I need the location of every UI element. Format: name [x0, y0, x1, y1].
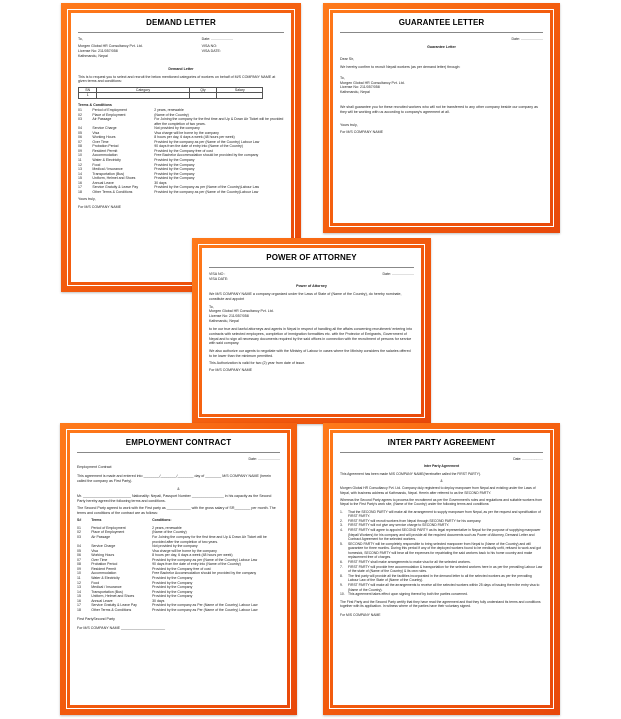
power-paragraph-1: We M/S COMPANY NAME a company organized under the Laws of State of (Name of the Country), do hereby nominate, constitute and appoint — [209, 292, 402, 302]
table-cell: 01 — [77, 525, 81, 530]
table-cell: 06 — [78, 135, 82, 140]
table-cell: Working Hours — [92, 135, 116, 140]
table-cell: Place of Employment — [92, 112, 126, 117]
table-cell: 11 — [77, 575, 81, 580]
table-cell: Service Charge — [91, 544, 116, 549]
table-cell: 08 — [78, 144, 82, 149]
table-cell: Water & Electricity — [92, 158, 121, 162]
table-cell: For Joining the company for the first time and Up & Down Air Ticket will be provided after the completion of two years. — [154, 117, 284, 126]
list-item-number: 7. — [340, 564, 343, 569]
table-cell: 02 — [78, 112, 82, 117]
table-cell: 06 — [77, 553, 81, 558]
table-header: SN — [79, 87, 97, 93]
list-item-text: The first party will provide all the facilities incorporated in the demand letter to all the selected workers as per the prevailing Labour Law of the State of (Name of the Country). — [348, 573, 532, 583]
table-cell: Provided by the Company — [152, 575, 193, 580]
list-item-number: 3. — [340, 523, 343, 528]
table-cell: Accommodation — [91, 571, 117, 576]
table-cell: Working Hours — [91, 553, 115, 558]
address-line: License No: 211/057/058 — [340, 85, 380, 90]
list-item-text: This agreement takes effect upon signing thereof by both the parties concerned. — [348, 592, 469, 597]
terms-heading: Terms & Conditions — [78, 103, 112, 108]
list-item — [340, 565, 543, 574]
table-cell: 13 — [78, 167, 82, 172]
agreement-paragraph-4: The First Party and the Second Party certify that they have read the agreement and that they fully understand its terms and conditions together with its application. In witness where of the parties have their voluntary signed. — [340, 599, 541, 609]
signoff: For M/S COMPANY NAME ______________________ — [77, 626, 165, 631]
power-of-attorney-page — [202, 248, 421, 414]
signoff: For M/S COMPANY NAME — [340, 130, 383, 135]
table-cell: Other Terms & Conditions — [91, 607, 132, 612]
table-cell: 8 hours per day, 6 days a week (48 hours per week) — [154, 135, 235, 140]
visa-date: VISA DATE: — [201, 48, 221, 53]
table-cell: Provided by the company as per (Name of the Country) Labour Law — [152, 557, 258, 562]
table-cell — [97, 93, 189, 99]
table-cell: 02 — [77, 530, 81, 535]
table-cell: 1 — [79, 93, 97, 99]
table-cell: 12 — [78, 162, 82, 167]
guarantee-letter-page — [333, 13, 550, 223]
table-cell: Water & Electricity — [91, 575, 120, 580]
table-cell: Accommodation — [92, 153, 118, 158]
table-cell: 18 — [77, 607, 81, 612]
list-item — [340, 592, 543, 597]
table-cell: Probation Period — [91, 562, 118, 567]
table-cell: 10 — [77, 571, 81, 576]
table-cell: Resident Permit — [91, 566, 117, 571]
salutation: Dear Sir, — [340, 57, 354, 62]
table-row — [78, 190, 284, 195]
parties-line: First PartySecond Party — [77, 617, 115, 622]
address-line: License No: 211/057/058 — [209, 314, 249, 319]
list-item — [340, 574, 543, 583]
contract-heading: Employment Contract — [77, 464, 112, 469]
guarantee-subtitle: Guarantee Letter — [427, 44, 456, 49]
table-cell: 07 — [78, 139, 82, 144]
demand-subtitle: Demand Letter — [168, 66, 194, 71]
table-cell: Food — [92, 162, 101, 167]
agreement-paragraph-3: Whereas the Second Party agrees to process the recruitment as per the Government's rules and regulations and suitable workers from Nepal to the First Party's work site, (Name of the Country) under the following terms and conditions: — [340, 497, 543, 507]
list-item-number: 8. — [340, 573, 343, 578]
table-cell: 17 — [78, 185, 82, 190]
power-subtitle: Power of Attorney — [296, 284, 327, 289]
inter-party-agreement-card — [323, 423, 560, 715]
table-cell: Over Time — [92, 139, 109, 144]
table-cell: 10 — [78, 153, 82, 158]
agreement-paragraph-1: This Agreement has been made M/S COMPANY NAME(hereinafter called the FIRST PARTY). — [340, 471, 482, 476]
table-cell: Visa — [92, 130, 100, 135]
table-cell: Probation Period — [92, 144, 119, 149]
table-cell: Place of Employment — [91, 530, 125, 535]
table-cell: Free Bachelor Accommodation should be provided by the company — [154, 153, 259, 158]
date-field: Date: ...................... — [513, 456, 543, 461]
column-header: Conditions: — [152, 518, 172, 523]
table-header: Category — [97, 87, 189, 93]
table-cell: Transportation (Bus) — [91, 589, 123, 594]
list-item-text: FIRST PARTY will provide free accommodation & transportation for the selected workers here in as per the prevailing Labour Law of the state of (Name of the Country) & its own rules. — [348, 564, 543, 574]
demand-letter-title: DEMAND LETTER — [78, 18, 284, 33]
terms-header-row — [77, 518, 280, 523]
table-cell: 13 — [77, 585, 81, 590]
address-line: License No: 211/057/058 — [78, 48, 118, 53]
power-paragraph-2: to be our true and lawful attorneys and agents in Nepal in respect of handling all the affairs concerning recruitment/ entering into contracts with selected employees, completion of immigration formalities etc. with the Protector of Emigrants, Government of Nepal and to sign all necessary documents required by the said offices in connection with the recruitment of persons for service with said company. — [209, 326, 413, 346]
table-cell: (Name of the Country) — [154, 112, 189, 117]
power-paragraph-3: We also authorize our agents to negotiate with the Ministry of Labour in cases where the Ministry considers the salaries offered to be lower than the minimum permitted. — [209, 348, 411, 358]
date-field: Date: ...................... — [382, 271, 414, 276]
table-cell: Provided by the Company — [152, 594, 193, 599]
table-cell: 04 — [77, 544, 81, 549]
guarantee-letter-card — [323, 3, 560, 233]
table-cell: Food — [91, 580, 100, 585]
table-cell: Provided by the Company as per (Name of the Country)Labour Law — [154, 185, 260, 190]
signoff: For M/S COMPANY NAME — [78, 204, 121, 209]
table-row — [77, 608, 280, 613]
table-cell: 8 hours per day, 6 days a week (48 hours per week) — [152, 553, 233, 558]
list-item-number: 2. — [340, 518, 343, 523]
list-item-text: FIRST PARTY shall make arrangements to make visa for all the selected workers. — [348, 560, 471, 565]
signoff: For M/S COMPANY NAME — [209, 368, 252, 373]
table-cell: Provided by the Company — [154, 158, 195, 162]
date-field: Date: ...................... — [201, 36, 234, 41]
employment-contract-page — [70, 433, 287, 705]
table-cell: Visa charge will be borne by the company — [154, 130, 219, 135]
to-label: To, — [340, 75, 345, 80]
table-cell: Period of Employment — [92, 107, 127, 112]
list-item — [340, 542, 543, 560]
contract-paragraph-1: This agreement is made and entered into ________/________/________ day of ________ M/S COMPANY NAME (herein called the company as First Party). — [77, 474, 272, 484]
table-cell: Provided by the Company — [152, 580, 193, 585]
closing: Yours truly, — [340, 122, 358, 127]
table-cell: (Name of the Country) — [152, 530, 187, 535]
table-cell: 07 — [77, 557, 81, 562]
signoff: For M/S COMPANY NAME — [340, 613, 381, 618]
list-item-number: 9. — [340, 583, 343, 588]
table-cell: 30 days — [154, 180, 167, 185]
table-cell: Provided by the company as Per (Name of the Country) Labour Law — [152, 607, 258, 612]
list-item — [340, 583, 543, 592]
address-line: Kathmandu, Nepal — [209, 319, 239, 324]
date-field: Date: ...................... — [248, 456, 280, 461]
list-item-number: 4. — [340, 527, 343, 532]
to-label: To, — [209, 304, 214, 309]
table-cell: 03 — [77, 535, 81, 540]
ampersand: & — [177, 486, 180, 491]
list-item-text: FIRST PARTY will agree to appoint SECOND PARTY as its legal representative in Nepal for the purpose of supplying manpower (Nepali Workers) for his company and will provide all the required documents such as Power of Attorney, Demand Letter and Contract Agreement for the selected workers. — [348, 527, 541, 542]
table-cell: 14 — [77, 589, 81, 594]
table-cell: 90 days from the date of entry into (Name of the Country) — [152, 562, 241, 567]
table-cell: Uniform, Helmet and Shoes — [91, 594, 135, 599]
list-item-text: FIRST PARTY will recruit workers from Nepal through SECOND PARTY for his company. — [348, 518, 482, 523]
guarantee-body: We shall guarantee you for these recruited workers who will not be transferred to any other company beside our company as they will be working with us according to company's agreement at all. — [340, 105, 538, 114]
employment-contract-card — [60, 423, 297, 715]
to-label: To, — [78, 36, 83, 41]
power-paragraph-4: This Authorization is valid for two (2) year from date of issue. — [209, 360, 306, 365]
inter-party-subtitle: Inter Party Agreement — [423, 464, 460, 469]
column-header: Terms — [91, 518, 102, 523]
table-cell: Provided by the Company — [154, 171, 195, 176]
list-item-number: 10. — [340, 592, 345, 597]
table-cell: 2 years, renewable — [154, 107, 184, 112]
table-cell: Provided by the company as per (Name of the Country) Labour Law — [154, 139, 260, 144]
table-row — [78, 117, 284, 126]
table-cell: Air Passage — [91, 535, 111, 540]
table-cell: Air Passage — [92, 117, 112, 122]
table-cell: Resident Permit — [92, 148, 118, 153]
agreement-clauses — [340, 510, 543, 597]
guarantee-intro: We hereby confirm to recruit Nepali workers (as per demand letter) through: — [340, 64, 461, 69]
inter-party-agreement-page — [333, 433, 550, 705]
table-cell: Uniform, Helmet and Shoes — [92, 176, 136, 181]
table-cell: Other Terms & Conditions — [92, 189, 133, 194]
power-of-attorney-card — [192, 238, 431, 424]
table-cell: 12 — [77, 580, 81, 585]
table-cell: Service Gratuity & Leave Pay — [92, 185, 139, 190]
date-field: Date: ...................... — [511, 36, 543, 41]
inter-party-agreement-title: INTER PARTY AGREEMENT — [340, 438, 543, 453]
demand-intro: This is to request you to select and recruit the below mentioned categories of workers on behalf of M/S COMPANY NAME at given terms and conditions: — [78, 74, 276, 84]
table-cell: Provided by the Company free of cost — [152, 566, 211, 571]
table-cell: 16 — [77, 598, 81, 603]
address-line: Kathmandu, Nepal — [78, 53, 108, 58]
employment-contract-title: EMPLOYMENT CONTRACT — [77, 438, 280, 453]
table-cell: 04 — [78, 126, 82, 131]
table-cell: 03 — [78, 117, 82, 122]
list-item-text: FIRST PARTY will make all the arrangements to receive all the selected workers within 25 days of issuing them the entry visa to (Name of the Country). — [348, 583, 540, 592]
table-cell: 01 — [78, 107, 82, 112]
terms-table — [77, 526, 280, 612]
table-cell: Provided by the Company — [152, 589, 193, 594]
guarantee-letter-title: GUARANTEE LETTER — [340, 18, 543, 33]
table-cell: Provided by the Company — [154, 167, 195, 172]
table-cell: Service Gratuity & Leave Pay — [91, 603, 137, 608]
contract-paragraph-3: The Second Party agreed to work with the First party as ____________ with the gross salary of SR________ per month. The terms and conditions of the contract are as follows: — [77, 506, 276, 516]
table-cell — [189, 93, 217, 99]
table-cell: For Joining the company for the first time and Up & Down Air Ticket will be provided after the completion of two years. — [152, 535, 267, 544]
table-cell: 14 — [78, 171, 82, 176]
address-line: Morgen Global HR Consultancy Pvt. Ltd. — [340, 80, 405, 85]
table-cell: 15 — [77, 594, 81, 599]
list-item-number: 1. — [340, 509, 343, 514]
contract-paragraph-2: Mr. ________________________ Nationality: Nepali, Passport Number ________________ in his capacity as the Second Party hereby agreed the following terms and conditions. — [77, 494, 272, 503]
list-item-text: That the SECOND PARTY will make all the arrangement to supply manpower from Nepal, as per the request and specification of FIRST PARTY. — [348, 509, 541, 519]
table-cell: Provided by the Company — [154, 176, 195, 181]
table-cell: 08 — [77, 562, 81, 567]
table-cell: 30 days — [152, 598, 165, 603]
table-cell: 16 — [78, 180, 82, 185]
table-cell: Provided by the Company free of cost — [154, 148, 213, 153]
table-cell: Provided by the Company — [154, 162, 195, 167]
table-cell: 05 — [77, 548, 81, 553]
address-line: Morgen Global HR Consultancy Pvt. Ltd. — [209, 309, 274, 314]
table-cell: Not provided by the company — [152, 544, 198, 549]
list-item-number: 6. — [340, 560, 343, 565]
table-cell: 17 — [77, 603, 81, 608]
table-cell: Transportation (Bus) — [92, 171, 125, 176]
positions-table — [78, 87, 263, 99]
closing: Yours truly, — [78, 197, 96, 202]
visa-no: VISA NO : — [209, 271, 226, 276]
table-cell: 11 — [78, 158, 82, 162]
table-cell: Service Charge — [92, 126, 117, 131]
table-cell: Provided by the company as per (Name of the Country)Labour Law — [154, 189, 259, 194]
table-cell: Annual Leave — [92, 180, 114, 185]
table-cell: Provided by the company as Per (Name of the Country) Labour Law — [152, 603, 258, 608]
table-cell: 2 years, renewable — [152, 525, 182, 530]
address-line: Morgen Global HR Consultancy Pvt. Ltd. — [78, 44, 143, 49]
table-row — [79, 93, 263, 99]
agreement-paragraph-2: Morgen Global HR Consultancy Pvt. Ltd. Company duly registered to deploy manpower from Nepal and existing under the Laws of Nepal, with business address at Kathmandu, Nepal. Herein after referred to as the SECOND PARTY. — [340, 486, 536, 495]
terms-table — [77, 518, 280, 523]
table-cell: 09 — [77, 566, 81, 571]
list-item-number: 5. — [340, 541, 343, 546]
table-cell: Over Time — [91, 557, 108, 562]
visa-date: VISA DATE: — [209, 276, 229, 281]
table-cell: Free Bachelor Accommodation should be provided by the company — [152, 571, 257, 576]
table-cell: Visa — [91, 548, 98, 553]
table-cell: Medical / Insurance — [91, 585, 122, 590]
table-header: Qty — [189, 87, 217, 93]
table-cell: Not provided by the company — [154, 126, 200, 131]
list-item — [340, 510, 543, 519]
table-cell: 90 days from the date of entry into (Name of the Country) — [154, 144, 243, 149]
table-cell: 05 — [78, 130, 82, 135]
visa-no: VISA NO: — [201, 44, 217, 49]
list-item-text: SECOND PARTY will be completely responsible to bring selected manpower from Nepal to (Name of the Country) and will guarantee for three months. During this period if any of the deployed workers found to be medically unfit, refused to work and got homesick, SECOND PARTY will bear all the expenses for repatriating the said workers back to his home country and make replacement free of charges. — [348, 541, 541, 560]
table-cell: Annual Leave — [91, 598, 113, 603]
list-item — [340, 528, 543, 542]
table-cell: 18 — [78, 189, 82, 194]
column-header: S# — [77, 518, 82, 523]
table-header: Salary — [217, 87, 263, 93]
table-row — [77, 535, 280, 544]
ampersand: & — [440, 479, 443, 484]
table-cell: 09 — [78, 148, 82, 153]
table-cell — [217, 93, 263, 99]
power-of-attorney-title: POWER OF ATTORNEY — [209, 253, 414, 268]
list-item-text: FIRST PARTY will not give any service charge to SECOND PARTY. — [348, 523, 450, 528]
terms-table — [78, 108, 284, 194]
table-cell: Provided by the Company — [152, 585, 193, 590]
address-line: Kathmandu, Nepal — [340, 90, 370, 95]
table-cell: Medical / Insurance — [92, 167, 123, 172]
table-cell: Period of Employment — [91, 525, 126, 530]
table-cell: 15 — [78, 176, 82, 181]
table-cell: Visa charge will be borne by the company — [152, 548, 217, 553]
